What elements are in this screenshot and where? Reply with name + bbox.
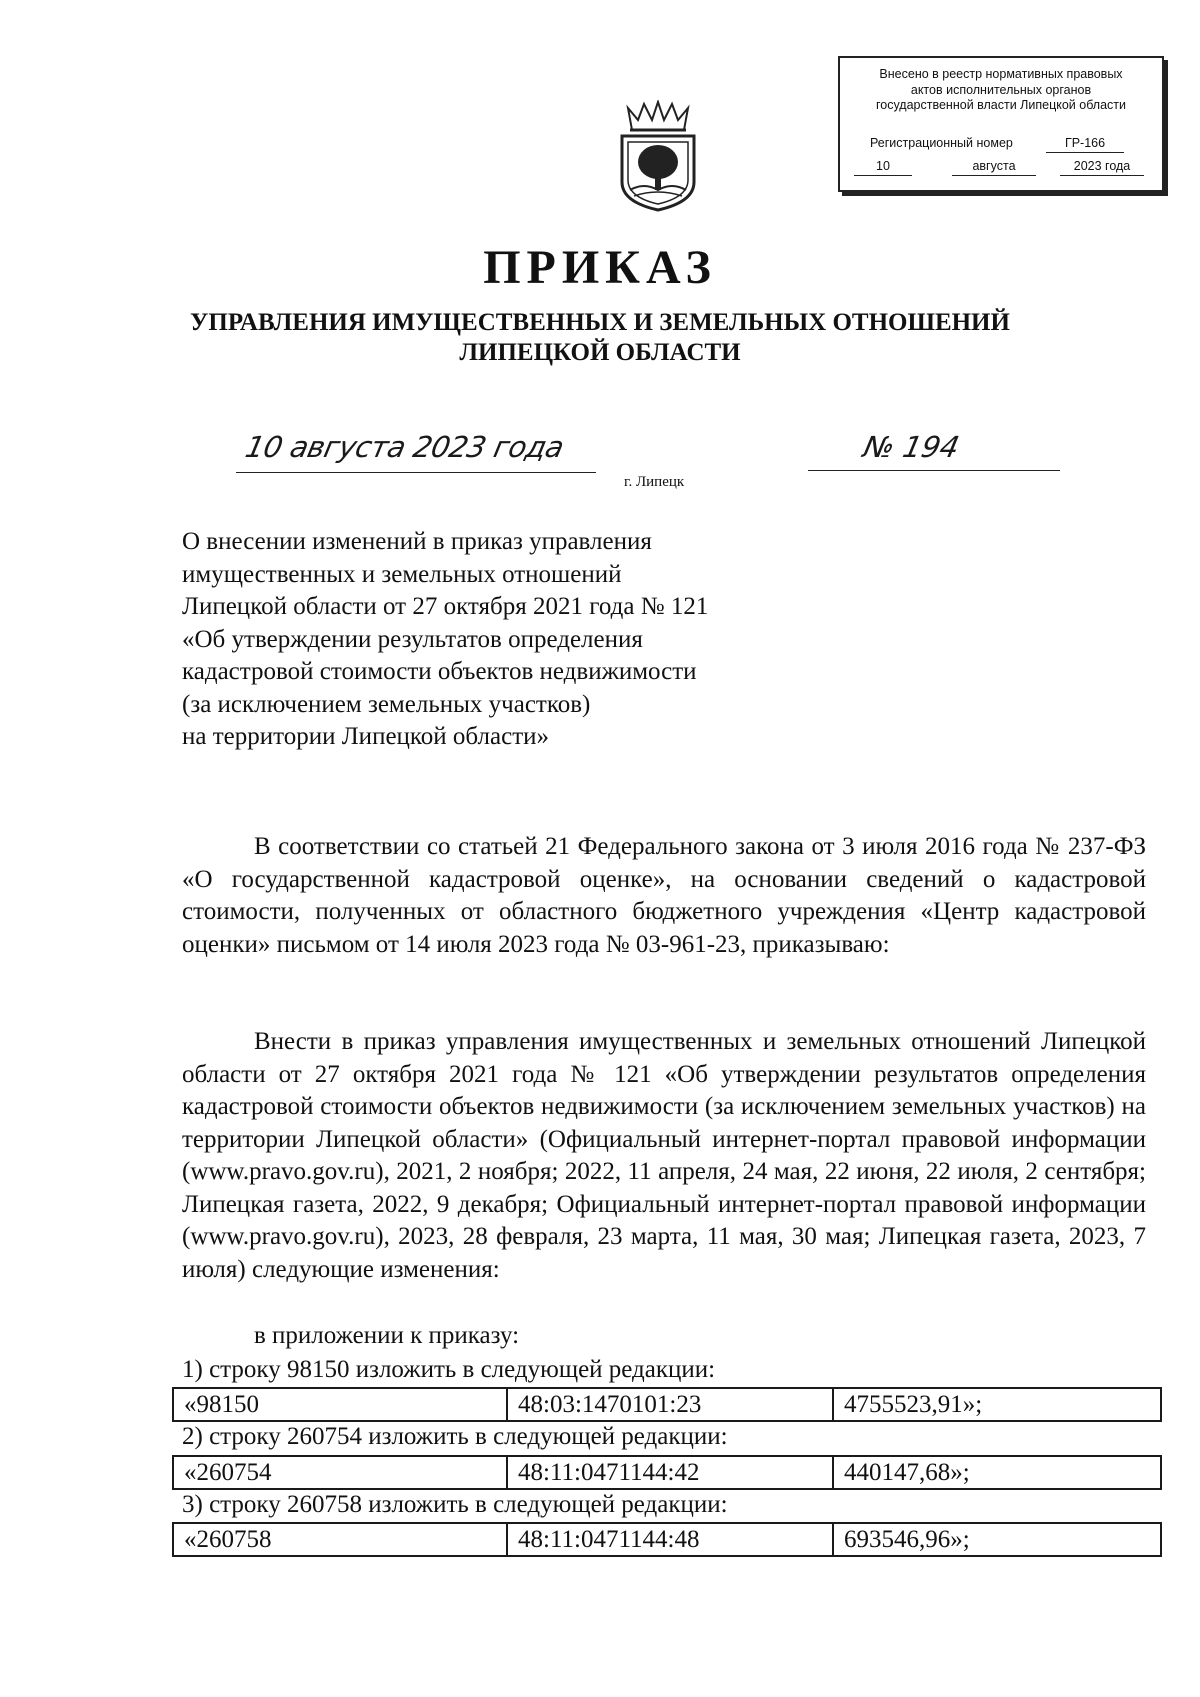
issuing-authority bbox=[0, 308, 1200, 368]
number-underline bbox=[808, 470, 1060, 471]
table-row bbox=[172, 1387, 1162, 1422]
city-label: г. Липецк bbox=[624, 474, 685, 490]
subject-line: имущественных и земельных отношений bbox=[182, 560, 622, 588]
coat-of-arms-icon bbox=[614, 100, 702, 212]
stamp-month: августа bbox=[952, 159, 1036, 176]
amendment-paragraph: Внести в приказ управления имущественных и земельных отношений Липецкой области от 27 октября 2021 года № 121 «Об утверждении результатов определения кадастровой стоимости объектов недвижимости (за исключением земельных участков) на территории Липецкой области» (Официальный интернет-портал правовой информации (www.pravo.gov.ru), 2021, 2 ноября; 2022, 11 апреля, 24 мая, 22 июня, 22 июля, 2 сентября; Липецкая газета, 2022, 9 декабря; Официальный интернет-портал правовой информации (www.pravo.gov.ru), 2023, 28 февраля, 23 марта, 11 мая, 30 мая; Липецкая газета, 2023, 7 июля) следующие изменения: bbox=[182, 1028, 1146, 1283]
handwritten-date: 10 августа 2023 года bbox=[242, 430, 567, 464]
subject-line: О внесении изменений в приказ управления bbox=[182, 528, 652, 555]
subject-line: на территории Липецкой области» bbox=[182, 723, 549, 750]
stamp-line-3: государственной власти Липецкой области bbox=[875, 98, 1127, 112]
cadastral-number-cell: 48:11:0471144:42 bbox=[508, 1457, 834, 1488]
stamp-day: 10 bbox=[854, 159, 912, 176]
row-number-cell: «260754 bbox=[174, 1457, 508, 1488]
row-number-cell: «98150 bbox=[174, 1389, 508, 1420]
order-subject bbox=[182, 526, 802, 754]
annex-line: в приложении к приказу: bbox=[254, 1322, 520, 1349]
stamp-year: 2023 года bbox=[1060, 159, 1144, 176]
subject-line: Липецкой области от 27 октября 2021 года № 121 bbox=[182, 593, 709, 620]
table-row bbox=[172, 1455, 1162, 1490]
preamble-paragraph: В соответствии со статьей 21 Федерального закона от 3 июля 2016 года № 237-ФЗ «О государственной кадастровой оценке», на основании сведений о кадастровой стоимости, полученных от областного бюджетного учреждения «Центр кадастровой оценки» письмом от 14 июля 2023 года № 03-961-23, приказываю: bbox=[182, 833, 1146, 958]
registry-stamp bbox=[838, 56, 1164, 192]
stamp-line-1: Внесено в реестр нормативных правовых bbox=[879, 67, 1123, 81]
stamp-line-2: актов исполнительных органов bbox=[910, 82, 1092, 97]
row-number-cell: «260758 bbox=[174, 1524, 508, 1555]
stamp-reg-label: Регистрационный номер bbox=[870, 136, 1013, 150]
change-item-label: 1) строку 98150 изложить в следующей редакции: bbox=[182, 1356, 716, 1383]
change-item-label: 3) строку 260758 изложить в следующей редакции: bbox=[182, 1491, 728, 1518]
subject-line: кадастровой стоимости объектов недвижимости bbox=[182, 658, 697, 685]
table-row bbox=[172, 1522, 1162, 1557]
date-underline bbox=[236, 472, 596, 473]
change-item-label: 2) строку 260754 изложить в следующей редакции: bbox=[182, 1423, 728, 1450]
cadastral-number-cell: 48:03:1470101:23 bbox=[508, 1389, 834, 1420]
cadastral-value-cell: 4755523,91»; bbox=[844, 1391, 983, 1418]
document-title: ПРИКАЗ bbox=[483, 241, 717, 294]
stamp-reg-number: ГР-166 bbox=[1046, 136, 1124, 153]
handwritten-number: № 194 bbox=[860, 430, 963, 464]
subject-line: (за исключением земельных участков) bbox=[182, 690, 591, 718]
authority-line-1: УПРАВЛЕНИЯ ИМУЩЕСТВЕННЫХ И ЗЕМЕЛЬНЫХ ОТНОШЕНИЙ bbox=[190, 309, 1010, 336]
cadastral-number-cell: 48:11:0471144:48 bbox=[508, 1524, 834, 1555]
authority-line-2: ЛИПЕЦКОЙ ОБЛАСТИ bbox=[459, 339, 741, 366]
cadastral-value-cell: 693546,96»; bbox=[844, 1526, 970, 1553]
cadastral-value-cell: 440147,68»; bbox=[844, 1459, 970, 1486]
subject-line: «Об утверждении результатов определения bbox=[182, 625, 643, 653]
